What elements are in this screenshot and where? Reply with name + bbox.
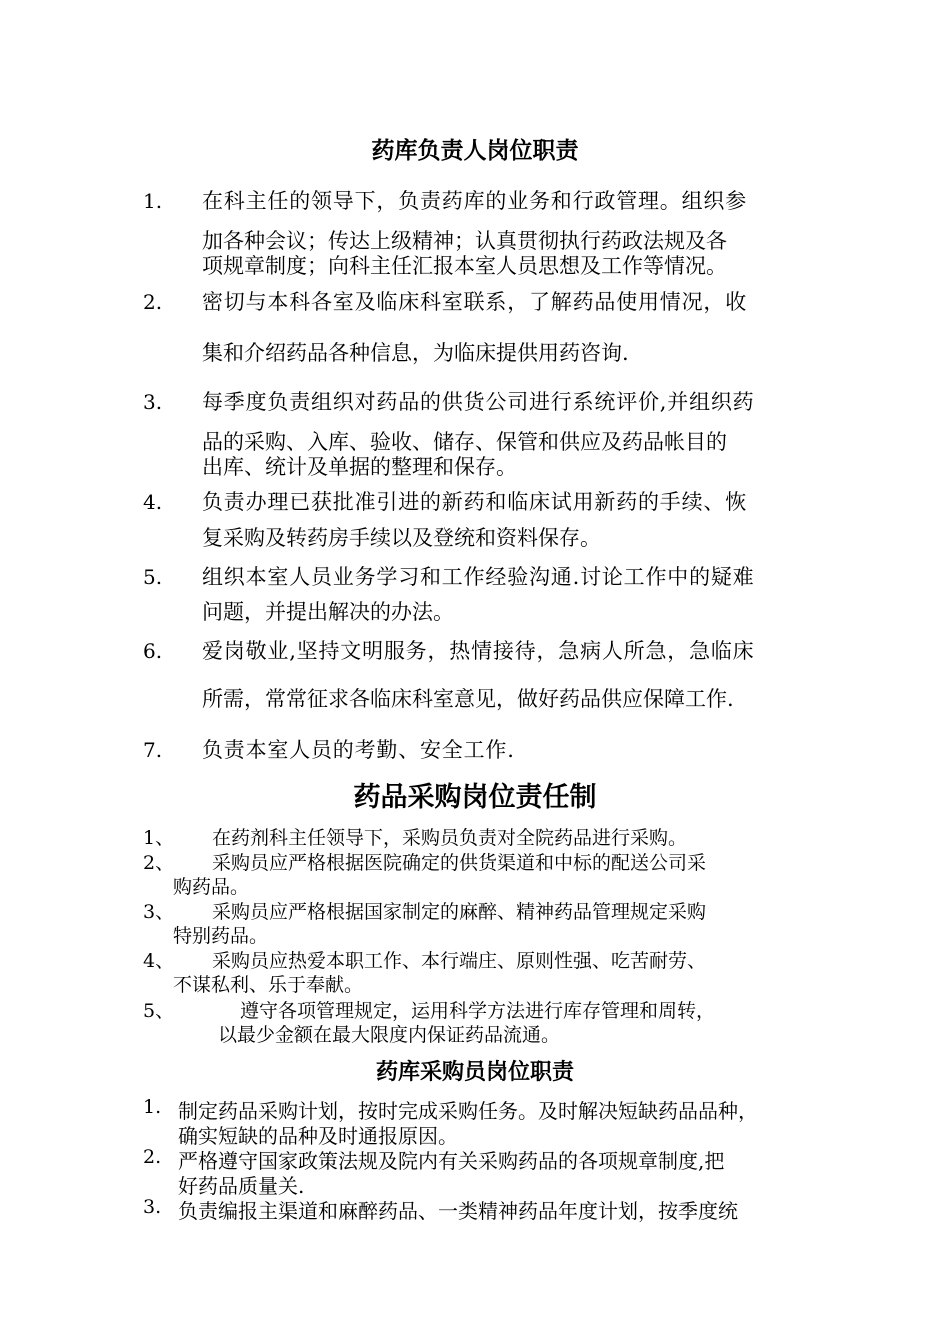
item-text-line: 爱岗敬业,坚持文明服务，热情接待，急病人所急，急临床: [202, 639, 755, 663]
item-text-line: 制定药品采购计划，按时完成采购任务。及时解决短缺药品品种，: [178, 1099, 758, 1123]
item-text-line: 加各种会议；传达上级精神；认真贯彻执行药政法规及各: [202, 229, 727, 253]
item-text-line: 负责办理已获批准引进的新药和临床试用新药的手续、恢: [202, 490, 747, 514]
item-number: 4、: [143, 950, 175, 972]
item-text-line: 好药品质量关.: [178, 1174, 305, 1198]
item-number: 2.: [143, 290, 163, 314]
section-title-pharmacy-head: 药库负责人岗位职责: [371, 138, 579, 164]
item-number: 3.: [143, 390, 163, 414]
item-number: 5.: [143, 565, 163, 589]
item-text-line: 确实短缺的品种及时通报原因。: [178, 1124, 458, 1148]
item-text-line: 采购员应热爱本职工作、本行端庄、原则性强、吃苦耐劳、: [212, 950, 707, 972]
item-text-line: 所需，常常征求各临床科室意见，做好药品供应保障工作.: [202, 687, 734, 711]
item-number: 2.: [143, 1146, 162, 1168]
item-text-line: 以最少金额在最大限度内保证药品流通。: [218, 1024, 561, 1046]
item-text-line: 在科主任的领导下，负责药库的业务和行政管理。组织参: [202, 189, 747, 213]
item-text-line: 组织本室人员业务学习和工作经验沟通.讨论工作中的疑难: [202, 565, 755, 589]
item-text-line: 密切与本科各室及临床科室联系，了解药品使用情况，收: [202, 290, 747, 314]
item-text-line: 出库、统计及单据的整理和保存。: [202, 455, 517, 479]
item-text-line: 问题，并提出解决的办法。: [202, 600, 454, 624]
item-text-line: 品的采购、入库、验收、储存、保管和供应及药品帐目的: [202, 430, 727, 454]
item-text-line: 遵守各项管理规定，运用科学方法进行库存管理和周转，: [240, 1000, 716, 1022]
item-number: 1.: [143, 1096, 162, 1118]
item-text-line: 购药品。: [173, 876, 250, 898]
item-number: 1、: [143, 827, 175, 849]
item-number: 4.: [143, 490, 163, 514]
item-text-line: 负责编报主渠道和麻醉药品、一类精神药品年度计划，按季度统: [178, 1199, 738, 1223]
item-text-line: 集和介绍药品各种信息，为临床提供用药咨询.: [202, 341, 629, 365]
item-text-line: 在药剂科主任领导下，采购员负责对全院药品进行采购。: [212, 827, 688, 849]
item-number: 5、: [143, 1000, 175, 1022]
section-title-purchaser-duty: 药库采购员岗位职责: [375, 1060, 574, 1085]
item-text-line: 负责本室人员的考勤、安全工作.: [202, 738, 515, 762]
item-text-line: 复采购及转药房手续以及登统和资料保存。: [202, 526, 601, 550]
item-number: 6.: [143, 639, 163, 663]
item-text-line: 特别药品。: [173, 925, 269, 947]
item-text-line: 项规章制度；向科主任汇报本室人员思想及工作等情况。: [202, 254, 727, 278]
item-number: 3.: [143, 1196, 162, 1218]
item-number: 1.: [143, 189, 163, 213]
item-text-line: 不谋私利、乐于奉献。: [173, 974, 364, 996]
item-text-line: 采购员应严格根据医院确定的供货渠道和中标的配送公司采: [212, 852, 707, 874]
section-title-procurement-duty: 药品采购岗位责任制: [353, 782, 597, 813]
item-number: 2、: [143, 852, 175, 874]
item-text-line: 严格遵守国家政策法规及院内有关采购药品的各项规章制度,把: [178, 1149, 725, 1173]
item-text-line: 采购员应严格根据国家制定的麻醉、精神药品管理规定采购: [212, 901, 707, 923]
item-number: 3、: [143, 901, 175, 923]
item-text-line: 每季度负责组织对药品的供货公司进行系统评价,并组织药: [202, 390, 755, 414]
item-number: 7.: [143, 738, 163, 762]
